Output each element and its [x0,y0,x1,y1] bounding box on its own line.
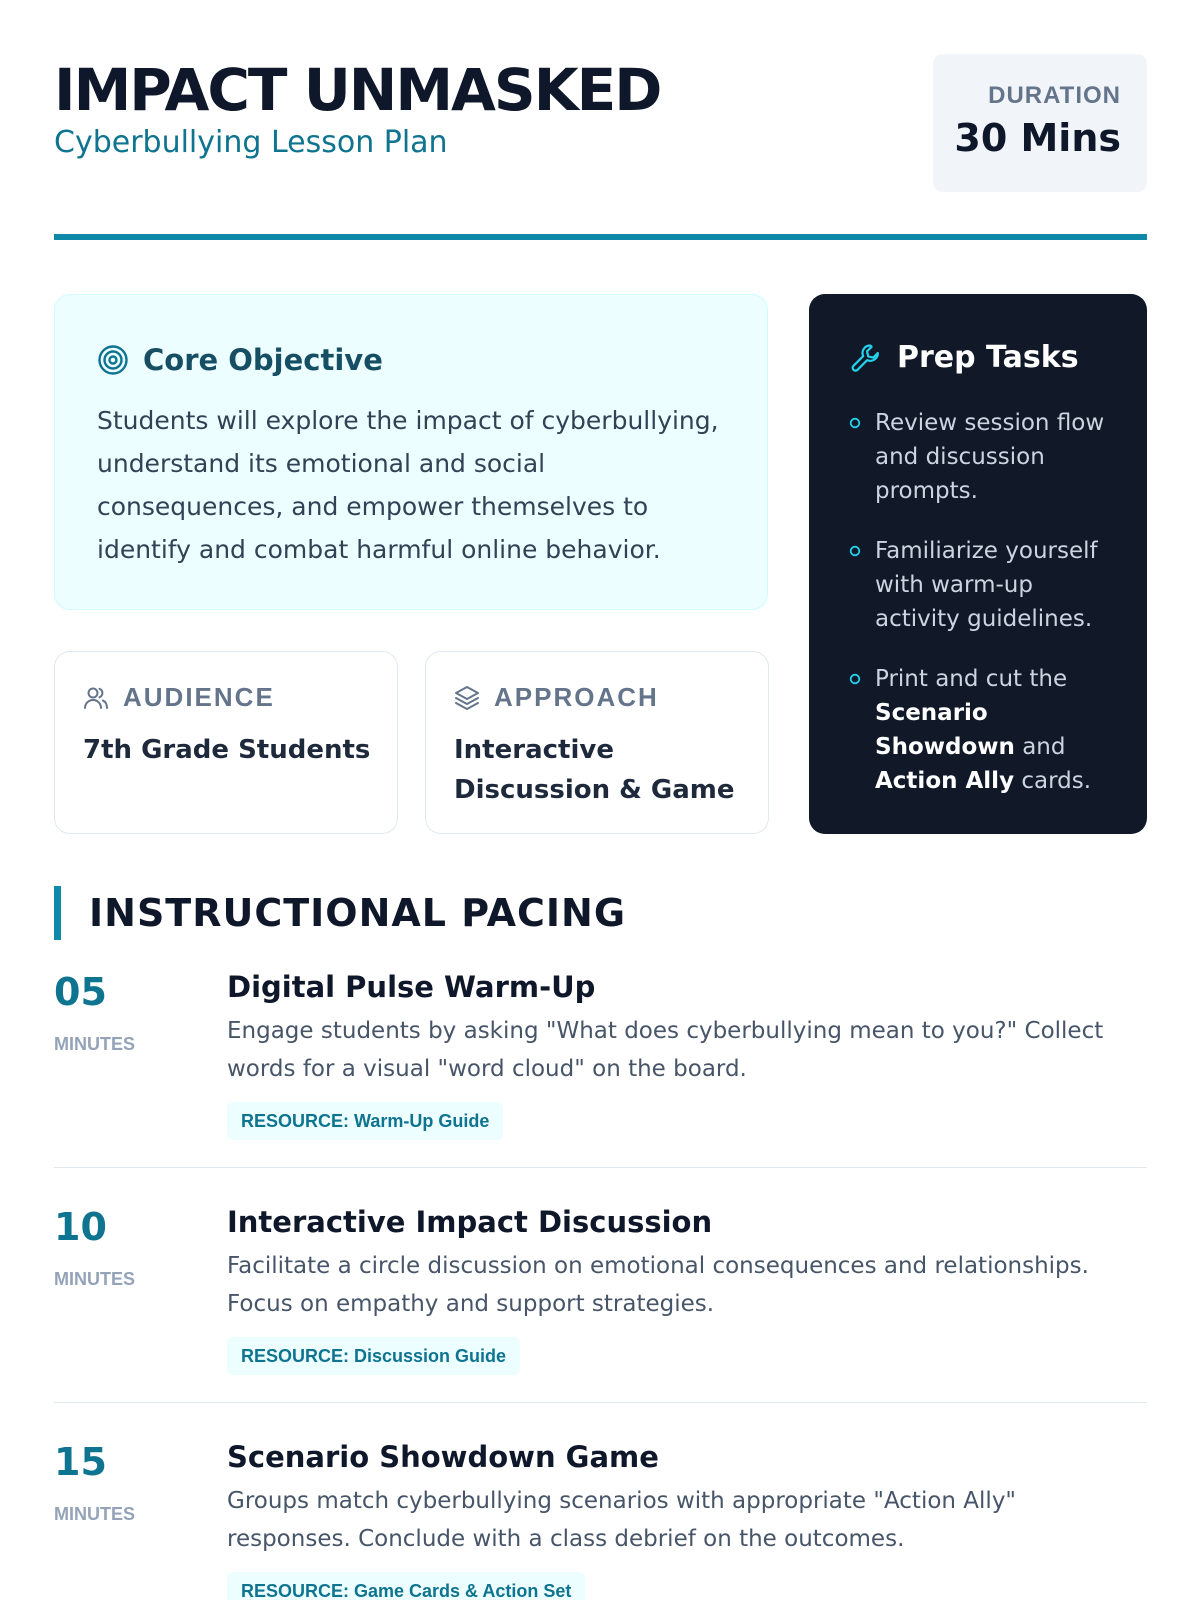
audience-header [83,682,275,713]
target-icon [97,344,129,376]
core-objective-card [54,294,768,610]
audience-value: 7th Grade Students [83,735,371,765]
duration-value: 30 Mins [954,116,1121,160]
step-description: Engage students by asking "What does cyberbullying mean to you?" Collect words for a visual "word cloud" on the board. [227,1018,1104,1082]
step-description: Facilitate a circle discussion on emotional consequences and relationships. Focus on empathy and support strategies. [227,1253,1089,1317]
prep-tasks-title: Prep Tasks [897,340,1079,375]
step-resource-badge: RESOURCE: Discussion Guide [227,1337,520,1375]
step-minutes: 15 [54,1440,107,1484]
bullet-icon [849,545,861,557]
page-title: IMPACT UNMASKED [54,56,661,124]
core-objective-text: Students will explore the impact of cyberbullying, understand its emotional and social consequences, and empower themselves to identify and combat harmful online behavior. [97,406,719,564]
step-title: Scenario Showdown Game [227,1440,659,1474]
page-subtitle: Cyberbullying Lesson Plan [54,125,448,160]
prep-task-text-post: cards. [1014,768,1092,794]
prep-task-text: Familiarize yourself with warm-up activity guidelines. [875,538,1098,632]
step-description: Groups match cyberbullying scenarios with appropriate "Action Ally" responses. Conclude with a class debrief on the outcomes. [227,1488,1017,1552]
step-minutes: 05 [54,970,107,1014]
pacing-title: INSTRUCTIONAL PACING [89,891,627,935]
users-icon [83,685,109,711]
prep-tasks-list [849,406,1124,824]
step-minutes-label: MINUTES [54,1034,135,1054]
layers-icon [454,685,480,711]
wrench-icon [849,341,883,375]
step-title: Digital Pulse Warm-Up [227,970,596,1004]
pacing-section-header [54,886,626,940]
bullet-icon [849,417,861,429]
approach-value: Interactive Discussion & Game [454,735,735,805]
approach-label: APPROACH [494,682,659,712]
prep-task-item [849,662,1124,798]
duration-label: DURATION [988,82,1121,109]
core-objective-header [97,343,383,377]
pacing-accent-bar [54,886,61,940]
header-divider [54,234,1147,240]
approach-header [454,682,659,713]
step-title: Interactive Impact Discussion [227,1205,713,1239]
step-minutes-label: MINUTES [54,1269,135,1289]
action-ally-cards-name: Action Ally [875,768,1015,794]
lesson-plan-page [54,0,1147,1600]
bullet-icon [849,673,861,685]
audience-card [54,651,398,834]
prep-task-text-mid: and [1014,734,1066,760]
duration-badge [933,54,1147,192]
scenario-showdown-cards-name: Scenario Showdown [875,700,1015,760]
step-divider [54,1167,1147,1168]
prep-task-item [849,534,1124,636]
step-minutes-label: MINUTES [54,1504,135,1524]
audience-label: AUDIENCE [123,682,275,712]
approach-card [425,651,769,834]
prep-task-text-pre: Print and cut the [875,666,1068,692]
step-divider [54,1402,1147,1403]
prep-tasks-panel [809,294,1147,834]
core-objective-title: Core Objective [143,343,383,377]
header [54,52,1147,202]
prep-task-item [849,406,1124,508]
step-resource-badge: RESOURCE: Warm-Up Guide [227,1102,503,1140]
step-resource-badge: RESOURCE: Game Cards & Action Set [227,1572,585,1600]
step-minutes: 10 [54,1205,107,1249]
prep-task-text: Review session flow and discussion prompts. [875,410,1105,504]
prep-tasks-header [849,340,1079,375]
